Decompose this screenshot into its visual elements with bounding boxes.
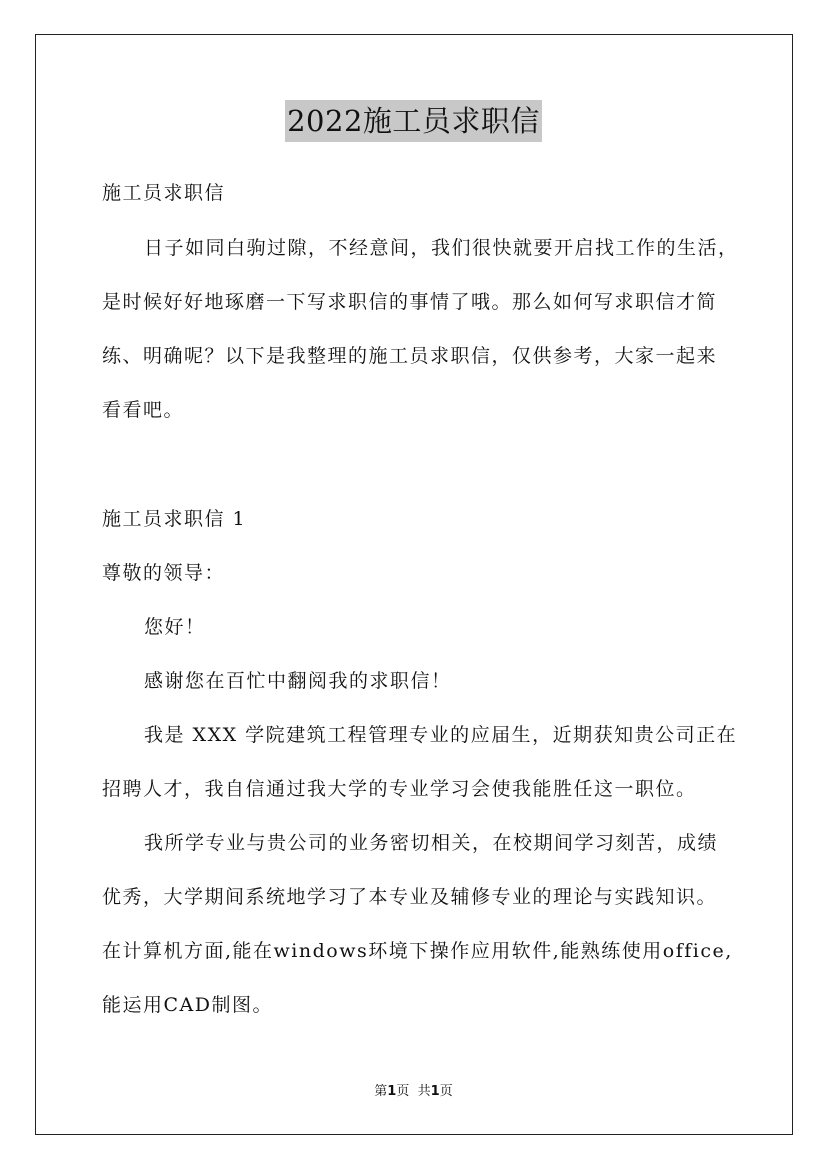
paragraph-line: 是时候好好地琢磨一下写求职信的事情了哦。那么如何写求职信才简	[102, 291, 718, 313]
section-heading: 施工员求职信	[102, 182, 226, 204]
paragraph-line: 我所学专业与贵公司的业务密切相关，在校期间学习刻苦，成绩	[144, 832, 719, 854]
title-wrap	[0, 100, 827, 142]
document-title: 2022施工员求职信	[285, 100, 542, 142]
total-pages: 1	[430, 1084, 440, 1099]
page-number: 1	[387, 1084, 397, 1099]
section-heading: 施工员求职信 1	[102, 508, 247, 530]
greeting: 您好！	[144, 616, 206, 638]
total-label-suffix: 页	[439, 1084, 453, 1099]
paragraph-line: 看看吧。	[102, 399, 185, 421]
salutation: 尊敬的领导：	[102, 562, 226, 584]
paragraph-line: 招聘人才，我自信通过我大学的专业学习会使我能胜任这一职位。	[102, 778, 697, 800]
paragraph-line: 我是 XXX 学院建筑工程管理专业的应届生，近期获知贵公司正在	[144, 724, 738, 746]
paragraph-line: 在计算机方面,能在windows环境下操作应用软件,能熟练使用office,	[102, 940, 733, 962]
page-label-prefix: 第	[374, 1084, 388, 1099]
paragraph-line: 能运用CAD制图。	[102, 994, 273, 1016]
page-footer	[0, 1083, 827, 1101]
paragraph-line: 练、明确呢？以下是我整理的施工员求职信，仅供参考，大家一起来	[102, 345, 718, 367]
paragraph-line: 感谢您在百忙中翻阅我的求职信！	[144, 670, 452, 692]
paragraph-line: 优秀，大学期间系统地学习了本专业及辅修专业的理论与实践知识。	[102, 886, 718, 908]
page-label-suffix: 页	[396, 1084, 410, 1099]
total-label-prefix: 共	[417, 1084, 431, 1099]
paragraph-line: 日子如同白驹过隙，不经意间，我们很快就要开启找工作的生活，	[144, 237, 739, 259]
